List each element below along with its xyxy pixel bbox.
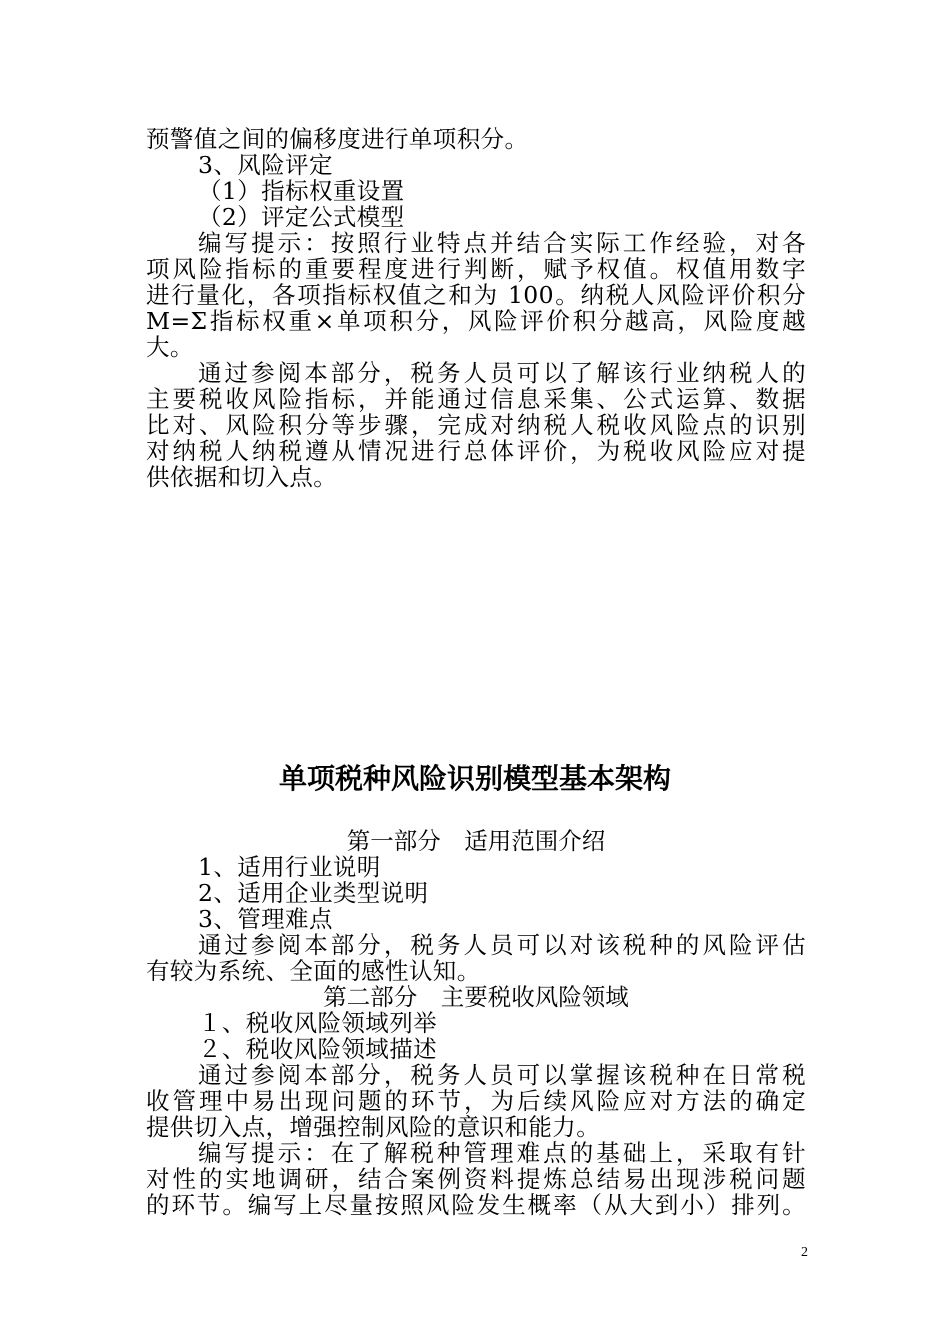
list-item: ２、税收风险领域描述 — [198, 1035, 437, 1063]
list-item: １、税收风险领域列举 — [198, 1009, 437, 1037]
text-line: 项风险指标的重要程度进行判断，赋予权值。权值用数字 — [146, 255, 806, 283]
subsection-heading: （2）评定公式模型 — [198, 203, 405, 231]
text-line: 供依据和切入点。 — [146, 463, 338, 491]
text-line: 通过参阅本部分，税务人员可以掌握该税种在日常税 — [198, 1061, 806, 1089]
text-line: 大。 — [146, 333, 194, 361]
page-number: 2 — [801, 1245, 808, 1260]
list-item: 1、适用行业说明 — [198, 853, 381, 881]
text-line: 编写提示：在了解税种管理难点的基础上，采取有针 — [198, 1139, 806, 1167]
text-line: 通过参阅本部分，税务人员可以了解该行业纳税人的 — [198, 359, 806, 387]
text-line: 对纳税人纳税遵从情况进行总体评价，为税收风险应对提 — [146, 437, 806, 465]
subsection-heading: （1）指标权重设置 — [198, 177, 405, 205]
text-line: 进行量化，各项指标权值之和为 100。纳税人风险评价积分 — [146, 281, 806, 309]
text-line: 主要税收风险指标，并能通过信息采集、公式运算、数据 — [146, 385, 806, 413]
text-line: 预警值之间的偏移度进行单项积分。 — [146, 125, 529, 153]
text-line: 收管理中易出现问题的环节，为后续风险应对方法的确定 — [146, 1087, 806, 1115]
page-title: 单项税种风险识别模型基本架构 — [278, 762, 671, 795]
text-line: 对性的实地调研，结合案例资料提炼总结易出现涉税问题 — [146, 1165, 806, 1193]
text-line: 比对、风险积分等步骤，完成对纳税人税收风险点的识别 — [146, 411, 806, 439]
list-item: 3、管理难点 — [198, 905, 333, 933]
text-line: 提供切入点，增强控制风险的意识和能力。 — [146, 1113, 601, 1141]
part-heading: 第二部分 主要税收风险领域 — [323, 983, 629, 1011]
part-heading: 第一部分 适用范围介绍 — [346, 827, 606, 855]
text-line: 有较为系统、全面的感性认知。 — [146, 957, 481, 985]
text-line: 通过参阅本部分，税务人员可以对该税种的风险评估 — [198, 931, 806, 959]
text-line: 的环节。编写上尽量按照风险发生概率（从大到小）排列。 — [146, 1191, 806, 1219]
text-line: 编写提示：按照行业特点并结合实际工作经验，对各 — [198, 229, 806, 257]
text-line: M=Σ指标权重×单项积分，风险评价积分越高，风险度越 — [146, 307, 806, 335]
section-heading: 3、风险评定 — [198, 151, 333, 179]
list-item: 2、适用企业类型说明 — [198, 879, 429, 907]
